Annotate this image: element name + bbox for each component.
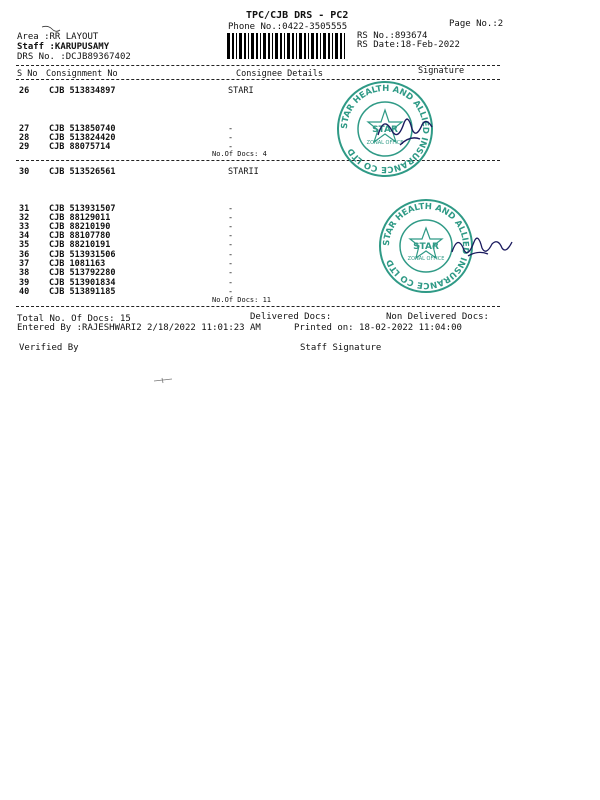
row-consignment: CJB 513526561 (49, 167, 116, 177)
row-sno: 38 (19, 268, 30, 278)
delivered-docs: Delivered Docs: (250, 312, 332, 322)
barcode (225, 33, 351, 61)
row-consignee: STARI (228, 86, 254, 96)
row-sno: 35 (19, 240, 30, 250)
row-consignee: - (228, 213, 234, 223)
row-sno: 37 (19, 259, 30, 269)
phone-number: Phone No.:0422-3505555 (228, 22, 348, 32)
divider (16, 306, 500, 307)
column-header-consignee: Consignee Details (236, 69, 323, 79)
rs-date: RS Date:18-Feb-2022 (357, 40, 460, 50)
row-sno: 39 (19, 278, 30, 288)
group-doc-count: No.Of Docs: 11 (212, 296, 272, 304)
row-consignee: - (228, 222, 234, 232)
verified-by-label: Verified By (19, 343, 79, 353)
group-doc-count: No.Of Docs: 4 (212, 150, 267, 158)
row-consignment: CJB 513792280 (49, 268, 116, 278)
row-consignment: CJB 513931507 (49, 204, 116, 214)
row-consignment: CJB 88129011 (49, 213, 111, 223)
signature-scribble (448, 228, 520, 264)
seal-ring-text: STAR HEALTH AND ALLIED INSURANCE CO LTD (381, 201, 471, 291)
row-sno: 26 (19, 86, 30, 96)
row-sno: 34 (19, 231, 30, 241)
total-docs: Total No. Of Docs: 15 (17, 314, 131, 324)
row-sno: 27 (19, 124, 30, 134)
row-consignee: - (228, 124, 234, 134)
row-consignment: CJB 88210190 (49, 222, 111, 232)
rs-number: RS No.:893674 (357, 31, 428, 41)
seal-ring-text: STAR HEALTH AND ALLIED INSURANCE CO LTD (339, 83, 431, 175)
row-sno: 31 (19, 204, 30, 214)
row-sno: 40 (19, 287, 30, 297)
row-consignee: - (228, 287, 234, 297)
staff-name: Staff :KARUPUSAMY (17, 42, 110, 52)
row-consignment: CJB 88210191 (49, 240, 111, 250)
row-consignment: CJB 513901834 (49, 278, 116, 288)
row-consignment: CJB 513891185 (49, 287, 116, 297)
row-consignment: CJB 513850740 (49, 124, 116, 134)
row-consignment: CJB 1081163 (49, 259, 106, 269)
row-consignee: - (228, 268, 234, 278)
pen-tick-mark (40, 24, 62, 36)
row-sno: 36 (19, 250, 30, 260)
signature-scribble (370, 105, 440, 150)
document-title: TPC/CJB DRS - PC2 (246, 10, 349, 21)
row-consignee: - (228, 204, 234, 214)
row-consignee: - (228, 278, 234, 288)
row-consignee: - (228, 231, 234, 241)
printed-on: Printed on: 18-02-2022 11:04:00 (294, 323, 462, 333)
row-sno: 33 (19, 222, 30, 232)
drs-number: DRS No. :DCJB89367402 (17, 52, 131, 62)
row-consignee: - (228, 259, 234, 269)
seal-sub-text: ZONAL OFFICE (407, 256, 445, 262)
seal-sub-text: ZONAL OFFICE (366, 140, 404, 146)
row-consignment: CJB 513834897 (49, 86, 116, 96)
staff-signature-label: Staff Signature (300, 343, 382, 353)
row-sno: 32 (19, 213, 30, 223)
row-consignee: STARII (228, 167, 259, 177)
seal-center-text: STAR (372, 125, 398, 135)
pen-stroke-mark (152, 376, 174, 384)
row-sno: 30 (19, 167, 30, 177)
area-label: Area :RR LAYOUT (17, 32, 99, 42)
row-consignment: CJB 513824420 (49, 133, 116, 143)
row-sno: 29 (19, 142, 30, 152)
entered-by: Entered By :RAJESHWARI2 2/18/2022 11:01:23 AM (17, 323, 261, 333)
non-delivered-docs: Non Delivered Docs: (386, 312, 489, 322)
column-header-signature: Signature (418, 66, 465, 76)
column-header-consignment: Consignment No (46, 69, 118, 79)
row-consignment: CJB 88107780 (49, 231, 111, 241)
row-sno: 28 (19, 133, 30, 143)
row-consignee: - (228, 250, 234, 260)
row-consignee: - (228, 142, 234, 152)
seal-center-text: STAR (413, 242, 439, 252)
row-consignee: - (228, 240, 234, 250)
page-number: Page No.:2 (449, 19, 504, 29)
row-consignee: - (228, 133, 234, 143)
row-consignment: CJB 513931506 (49, 250, 116, 260)
row-consignment: CJB 88075714 (49, 142, 111, 152)
column-header-sno: S No (17, 69, 38, 79)
